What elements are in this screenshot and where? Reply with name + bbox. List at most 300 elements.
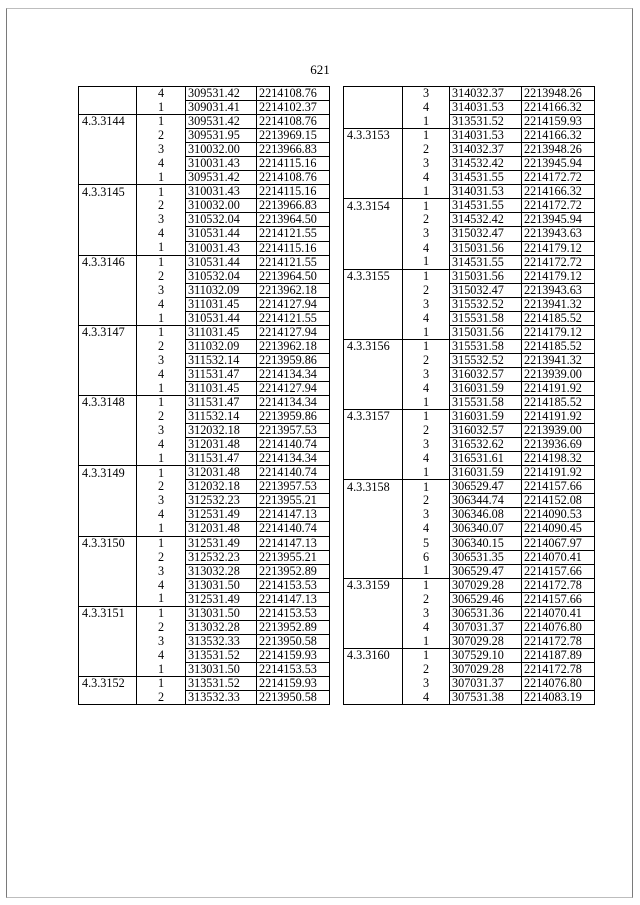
parcel-id-cell: [79, 634, 137, 648]
x-coordinate-cell: 314031.53: [450, 129, 522, 143]
table-row: [344, 691, 595, 705]
parcel-id-cell: [344, 171, 403, 185]
parcel-id-cell: [344, 438, 403, 452]
parcel-id-cell: [344, 550, 403, 564]
x-coordinate-cell: 306531.36: [450, 606, 522, 620]
x-coordinate-cell: 315031.56: [450, 241, 522, 255]
point-number-cell: 6: [403, 550, 450, 564]
y-coordinate-cell: 2214134.34: [257, 367, 330, 381]
x-coordinate-cell: 313031.50: [186, 578, 257, 592]
table-row: [79, 241, 330, 255]
parcel-id-cell: [344, 466, 403, 480]
x-coordinate-cell: 315032.47: [450, 283, 522, 297]
parcel-id-cell: [79, 564, 137, 578]
point-number-cell: 1: [137, 311, 186, 325]
y-coordinate-cell: 2214090.53: [522, 508, 595, 522]
x-coordinate-cell: 311532.14: [186, 410, 257, 424]
parcel-id-cell: [79, 550, 137, 564]
table-row: [79, 381, 330, 395]
x-coordinate-cell: 316531.61: [450, 452, 522, 466]
point-number-cell: 3: [403, 227, 450, 241]
table-row: [344, 353, 595, 367]
point-number-cell: 3: [403, 157, 450, 171]
x-coordinate-cell: 311531.47: [186, 452, 257, 466]
parcel-id-cell: [79, 424, 137, 438]
table-row: [79, 522, 330, 536]
parcel-id-cell: [79, 171, 137, 185]
table-row: [344, 480, 595, 494]
parcel-id-cell: [344, 367, 403, 381]
point-number-cell: 4: [403, 691, 450, 705]
parcel-id-cell: 4.3.3158: [344, 480, 403, 494]
y-coordinate-cell: 2213964.50: [257, 213, 330, 227]
x-coordinate-cell: 316032.57: [450, 367, 522, 381]
y-coordinate-cell: 2213945.94: [522, 157, 595, 171]
x-coordinate-cell: 316031.59: [450, 410, 522, 424]
table-row: [344, 424, 595, 438]
parcel-id-cell: [79, 648, 137, 662]
x-coordinate-cell: 310031.43: [186, 157, 257, 171]
x-coordinate-cell: 315531.58: [450, 339, 522, 353]
table-row: [344, 634, 595, 648]
table-row: [344, 199, 595, 213]
parcel-id-cell: 4.3.3155: [344, 269, 403, 283]
point-number-cell: 4: [137, 297, 186, 311]
point-number-cell: 2: [403, 662, 450, 676]
parcel-id-cell: [79, 87, 137, 101]
point-number-cell: 4: [403, 311, 450, 325]
parcel-id-cell: [79, 199, 137, 213]
point-number-cell: 2: [403, 213, 450, 227]
point-number-cell: 4: [403, 241, 450, 255]
parcel-id-cell: [344, 283, 403, 297]
y-coordinate-cell: 2213950.58: [257, 691, 330, 705]
x-coordinate-cell: 311532.14: [186, 353, 257, 367]
table-row: [344, 452, 595, 466]
x-coordinate-cell: 312031.48: [186, 466, 257, 480]
parcel-id-cell: [79, 129, 137, 143]
y-coordinate-cell: 2214090.45: [522, 522, 595, 536]
table-row: [79, 87, 330, 101]
table-row: [79, 311, 330, 325]
parcel-id-cell: [79, 367, 137, 381]
y-coordinate-cell: 2214147.13: [257, 536, 330, 550]
table-row: [344, 339, 595, 353]
x-coordinate-cell: 314032.37: [450, 87, 522, 101]
x-coordinate-cell: 307031.37: [450, 676, 522, 690]
x-coordinate-cell: 309531.42: [186, 115, 257, 129]
point-number-cell: 1: [137, 325, 186, 339]
y-coordinate-cell: 2214147.13: [257, 508, 330, 522]
parcel-id-cell: [79, 157, 137, 171]
table-row: [79, 536, 330, 550]
x-coordinate-cell: 310032.00: [186, 199, 257, 213]
point-number-cell: 1: [137, 101, 186, 115]
table-row: [344, 550, 595, 564]
x-coordinate-cell: 313531.52: [186, 648, 257, 662]
table-row: [79, 410, 330, 424]
point-number-cell: 1: [137, 676, 186, 690]
y-coordinate-cell: 2213952.89: [257, 564, 330, 578]
x-coordinate-cell: 315532.52: [450, 297, 522, 311]
y-coordinate-cell: 2214172.78: [522, 662, 595, 676]
y-coordinate-cell: 2214127.94: [257, 381, 330, 395]
x-coordinate-cell: 315031.56: [450, 269, 522, 283]
point-number-cell: 1: [137, 452, 186, 466]
point-number-cell: 4: [137, 508, 186, 522]
x-coordinate-cell: 309531.42: [186, 87, 257, 101]
parcel-id-cell: 4.3.3144: [79, 115, 137, 129]
table-row: [344, 508, 595, 522]
table-row: [79, 143, 330, 157]
x-coordinate-cell: 307029.28: [450, 578, 522, 592]
point-number-cell: 2: [137, 480, 186, 494]
y-coordinate-cell: 2214140.74: [257, 522, 330, 536]
table-row: [79, 227, 330, 241]
table-row: [79, 564, 330, 578]
y-coordinate-cell: 2214172.78: [522, 634, 595, 648]
point-number-cell: 1: [403, 129, 450, 143]
x-coordinate-cell: 311531.47: [186, 367, 257, 381]
point-number-cell: 1: [403, 339, 450, 353]
point-number-cell: 3: [403, 438, 450, 452]
y-coordinate-cell: 2214166.32: [522, 185, 595, 199]
point-number-cell: 2: [403, 494, 450, 508]
table-row: [344, 592, 595, 606]
y-coordinate-cell: 2214166.32: [522, 129, 595, 143]
y-coordinate-cell: 2213941.32: [522, 353, 595, 367]
y-coordinate-cell: 2214179.12: [522, 325, 595, 339]
point-number-cell: 3: [137, 283, 186, 297]
parcel-id-cell: [344, 87, 403, 101]
point-number-cell: 4: [403, 381, 450, 395]
y-coordinate-cell: 2213955.21: [257, 494, 330, 508]
y-coordinate-cell: 2214179.12: [522, 241, 595, 255]
table-row: [344, 367, 595, 381]
parcel-id-cell: [344, 592, 403, 606]
y-coordinate-cell: 2214115.16: [257, 185, 330, 199]
table-row: [344, 494, 595, 508]
parcel-id-cell: [79, 269, 137, 283]
table-row: [79, 283, 330, 297]
table-row: [344, 143, 595, 157]
parcel-id-cell: [344, 676, 403, 690]
parcel-id-cell: 4.3.3159: [344, 578, 403, 592]
x-coordinate-cell: 315532.52: [450, 353, 522, 367]
point-number-cell: 2: [137, 269, 186, 283]
y-coordinate-cell: 2214067.97: [522, 536, 595, 550]
y-coordinate-cell: 2214172.72: [522, 255, 595, 269]
y-coordinate-cell: 2214070.41: [522, 550, 595, 564]
point-number-cell: 1: [403, 480, 450, 494]
x-coordinate-cell: 314031.53: [450, 185, 522, 199]
table-row: [344, 381, 595, 395]
y-coordinate-cell: 2214185.52: [522, 339, 595, 353]
table-row: [344, 129, 595, 143]
point-number-cell: 1: [137, 241, 186, 255]
x-coordinate-cell: 312532.23: [186, 550, 257, 564]
parcel-id-cell: [344, 311, 403, 325]
point-number-cell: 1: [137, 536, 186, 550]
x-coordinate-cell: 310531.44: [186, 311, 257, 325]
point-number-cell: 1: [137, 466, 186, 480]
parcel-id-cell: [344, 396, 403, 410]
x-coordinate-cell: 314531.55: [450, 171, 522, 185]
x-coordinate-cell: 311531.47: [186, 396, 257, 410]
table-row: [344, 283, 595, 297]
x-coordinate-cell: 309031.41: [186, 101, 257, 115]
y-coordinate-cell: 2214121.55: [257, 227, 330, 241]
y-coordinate-cell: 2214076.80: [522, 620, 595, 634]
point-number-cell: 1: [403, 578, 450, 592]
table-row: [79, 199, 330, 213]
y-coordinate-cell: 2213957.53: [257, 424, 330, 438]
parcel-id-cell: [344, 508, 403, 522]
point-number-cell: 3: [137, 353, 186, 367]
y-coordinate-cell: 2214070.41: [522, 606, 595, 620]
table-row: [79, 367, 330, 381]
table-row: [79, 157, 330, 171]
table-row: [344, 311, 595, 325]
y-coordinate-cell: 2213943.63: [522, 283, 595, 297]
parcel-id-cell: [79, 311, 137, 325]
parcel-id-cell: [344, 143, 403, 157]
table-row: [344, 325, 595, 339]
x-coordinate-cell: 306346.08: [450, 508, 522, 522]
parcel-id-cell: [79, 339, 137, 353]
y-coordinate-cell: 2214191.92: [522, 381, 595, 395]
x-coordinate-cell: 307531.38: [450, 691, 522, 705]
point-number-cell: 3: [137, 424, 186, 438]
point-number-cell: 2: [137, 550, 186, 564]
table-row: [79, 648, 330, 662]
parcel-id-cell: 4.3.3146: [79, 255, 137, 269]
parcel-id-cell: [344, 381, 403, 395]
x-coordinate-cell: 313032.28: [186, 564, 257, 578]
x-coordinate-cell: 309531.42: [186, 171, 257, 185]
x-coordinate-cell: 312531.49: [186, 536, 257, 550]
table-row: [344, 241, 595, 255]
parcel-id-cell: [344, 606, 403, 620]
x-coordinate-cell: 311031.45: [186, 325, 257, 339]
x-coordinate-cell: 310531.44: [186, 227, 257, 241]
point-number-cell: 2: [137, 410, 186, 424]
parcel-id-cell: 4.3.3153: [344, 129, 403, 143]
point-number-cell: 4: [137, 367, 186, 381]
x-coordinate-cell: 310532.04: [186, 213, 257, 227]
point-number-cell: 1: [403, 410, 450, 424]
table-row: [79, 213, 330, 227]
y-coordinate-cell: 2214159.93: [522, 115, 595, 129]
x-coordinate-cell: 311031.45: [186, 381, 257, 395]
table-row: [344, 171, 595, 185]
parcel-id-cell: 4.3.3157: [344, 410, 403, 424]
parcel-id-cell: [79, 620, 137, 634]
table-row: [79, 269, 330, 283]
parcel-id-cell: [79, 297, 137, 311]
y-coordinate-cell: 2213939.00: [522, 367, 595, 381]
y-coordinate-cell: 2213959.86: [257, 410, 330, 424]
table-row: [344, 297, 595, 311]
x-coordinate-cell: 315531.58: [450, 311, 522, 325]
x-coordinate-cell: 306531.35: [450, 550, 522, 564]
y-coordinate-cell: 2213948.26: [522, 87, 595, 101]
parcel-id-cell: [79, 410, 137, 424]
parcel-id-cell: [344, 227, 403, 241]
table-row: [79, 452, 330, 466]
table-row: [79, 592, 330, 606]
parcel-id-cell: [344, 494, 403, 508]
y-coordinate-cell: 2213964.50: [257, 269, 330, 283]
x-coordinate-cell: 315031.56: [450, 325, 522, 339]
parcel-id-cell: [344, 662, 403, 676]
table-row: [344, 213, 595, 227]
x-coordinate-cell: 306529.46: [450, 592, 522, 606]
x-coordinate-cell: 312031.48: [186, 522, 257, 536]
x-coordinate-cell: 315531.58: [450, 396, 522, 410]
y-coordinate-cell: 2214179.12: [522, 269, 595, 283]
x-coordinate-cell: 314032.37: [450, 143, 522, 157]
x-coordinate-cell: 310032.00: [186, 143, 257, 157]
parcel-id-cell: [344, 564, 403, 578]
x-coordinate-cell: 312531.49: [186, 508, 257, 522]
x-coordinate-cell: 314532.42: [450, 213, 522, 227]
parcel-id-cell: [344, 297, 403, 311]
x-coordinate-cell: 312032.18: [186, 480, 257, 494]
parcel-id-cell: [344, 115, 403, 129]
point-number-cell: 4: [137, 157, 186, 171]
page-number: 621: [310, 62, 330, 77]
table-row: [344, 536, 595, 550]
point-number-cell: 1: [137, 396, 186, 410]
table-row: [344, 620, 595, 634]
point-number-cell: 2: [137, 339, 186, 353]
x-coordinate-cell: 312532.23: [186, 494, 257, 508]
y-coordinate-cell: 2214147.13: [257, 592, 330, 606]
x-coordinate-cell: 313532.33: [186, 691, 257, 705]
y-coordinate-cell: 2214121.55: [257, 255, 330, 269]
point-number-cell: 1: [403, 269, 450, 283]
parcel-id-cell: [79, 592, 137, 606]
parcel-id-cell: 4.3.3148: [79, 396, 137, 410]
table-row: [344, 410, 595, 424]
parcel-id-cell: [79, 283, 137, 297]
x-coordinate-cell: 313531.52: [450, 115, 522, 129]
parcel-id-cell: [344, 452, 403, 466]
table-row: [344, 648, 595, 662]
table-row: [79, 620, 330, 634]
x-coordinate-cell: 307029.28: [450, 662, 522, 676]
point-number-cell: 2: [137, 199, 186, 213]
point-number-cell: 2: [137, 691, 186, 705]
parcel-id-cell: [344, 157, 403, 171]
x-coordinate-cell: 311031.45: [186, 297, 257, 311]
point-number-cell: 1: [137, 115, 186, 129]
x-coordinate-cell: 306340.15: [450, 536, 522, 550]
point-number-cell: 1: [137, 171, 186, 185]
y-coordinate-cell: 2214187.89: [522, 648, 595, 662]
parcel-id-cell: [79, 691, 137, 705]
table-row: [344, 255, 595, 269]
x-coordinate-cell: 316532.62: [450, 438, 522, 452]
y-coordinate-cell: 2214166.32: [522, 101, 595, 115]
point-number-cell: 1: [403, 185, 450, 199]
parcel-id-cell: [79, 213, 137, 227]
y-coordinate-cell: 2213945.94: [522, 213, 595, 227]
x-coordinate-cell: 314531.55: [450, 199, 522, 213]
y-coordinate-cell: 2213952.89: [257, 620, 330, 634]
coordinates-table-left: [78, 86, 330, 705]
x-coordinate-cell: 307031.37: [450, 620, 522, 634]
y-coordinate-cell: 2214159.93: [257, 676, 330, 690]
parcel-id-cell: 4.3.3154: [344, 199, 403, 213]
table-row: [344, 157, 595, 171]
point-number-cell: 3: [403, 87, 450, 101]
x-coordinate-cell: 315032.47: [450, 227, 522, 241]
y-coordinate-cell: 2214157.66: [522, 592, 595, 606]
point-number-cell: 2: [403, 424, 450, 438]
parcel-id-cell: [79, 438, 137, 452]
parcel-id-cell: [344, 213, 403, 227]
parcel-id-cell: [344, 424, 403, 438]
x-coordinate-cell: 311032.09: [186, 339, 257, 353]
parcel-id-cell: [79, 227, 137, 241]
point-number-cell: 5: [403, 536, 450, 550]
y-coordinate-cell: 2214140.74: [257, 466, 330, 480]
point-number-cell: 3: [137, 634, 186, 648]
y-coordinate-cell: 2214157.66: [522, 564, 595, 578]
table-row: [79, 508, 330, 522]
table-row: [344, 101, 595, 115]
y-coordinate-cell: 2214153.53: [257, 606, 330, 620]
table-row: [79, 171, 330, 185]
table-row: [79, 480, 330, 494]
x-coordinate-cell: 313031.50: [186, 606, 257, 620]
table-row: [79, 339, 330, 353]
point-number-cell: 2: [403, 592, 450, 606]
x-coordinate-cell: 313031.50: [186, 662, 257, 676]
table-row: [79, 115, 330, 129]
point-number-cell: 1: [403, 648, 450, 662]
parcel-id-cell: [344, 101, 403, 115]
y-coordinate-cell: 2214108.76: [257, 87, 330, 101]
point-number-cell: 3: [403, 676, 450, 690]
x-coordinate-cell: 314031.53: [450, 101, 522, 115]
table-row: [79, 578, 330, 592]
point-number-cell: 4: [137, 87, 186, 101]
parcel-id-cell: 4.3.3145: [79, 185, 137, 199]
parcel-id-cell: [79, 494, 137, 508]
point-number-cell: 4: [137, 227, 186, 241]
parcel-id-cell: 4.3.3147: [79, 325, 137, 339]
parcel-id-cell: [344, 325, 403, 339]
parcel-id-cell: 4.3.3156: [344, 339, 403, 353]
y-coordinate-cell: 2213955.21: [257, 550, 330, 564]
x-coordinate-cell: 310031.43: [186, 185, 257, 199]
y-coordinate-cell: 2214127.94: [257, 297, 330, 311]
y-coordinate-cell: 2213959.86: [257, 353, 330, 367]
table-row: [344, 564, 595, 578]
table-row: [344, 115, 595, 129]
parcel-id-cell: 4.3.3160: [344, 648, 403, 662]
point-number-cell: 1: [137, 662, 186, 676]
point-number-cell: 1: [137, 522, 186, 536]
table-row: [79, 676, 330, 690]
point-number-cell: 4: [403, 452, 450, 466]
parcel-id-cell: [79, 143, 137, 157]
point-number-cell: 1: [403, 634, 450, 648]
point-number-cell: 1: [137, 592, 186, 606]
